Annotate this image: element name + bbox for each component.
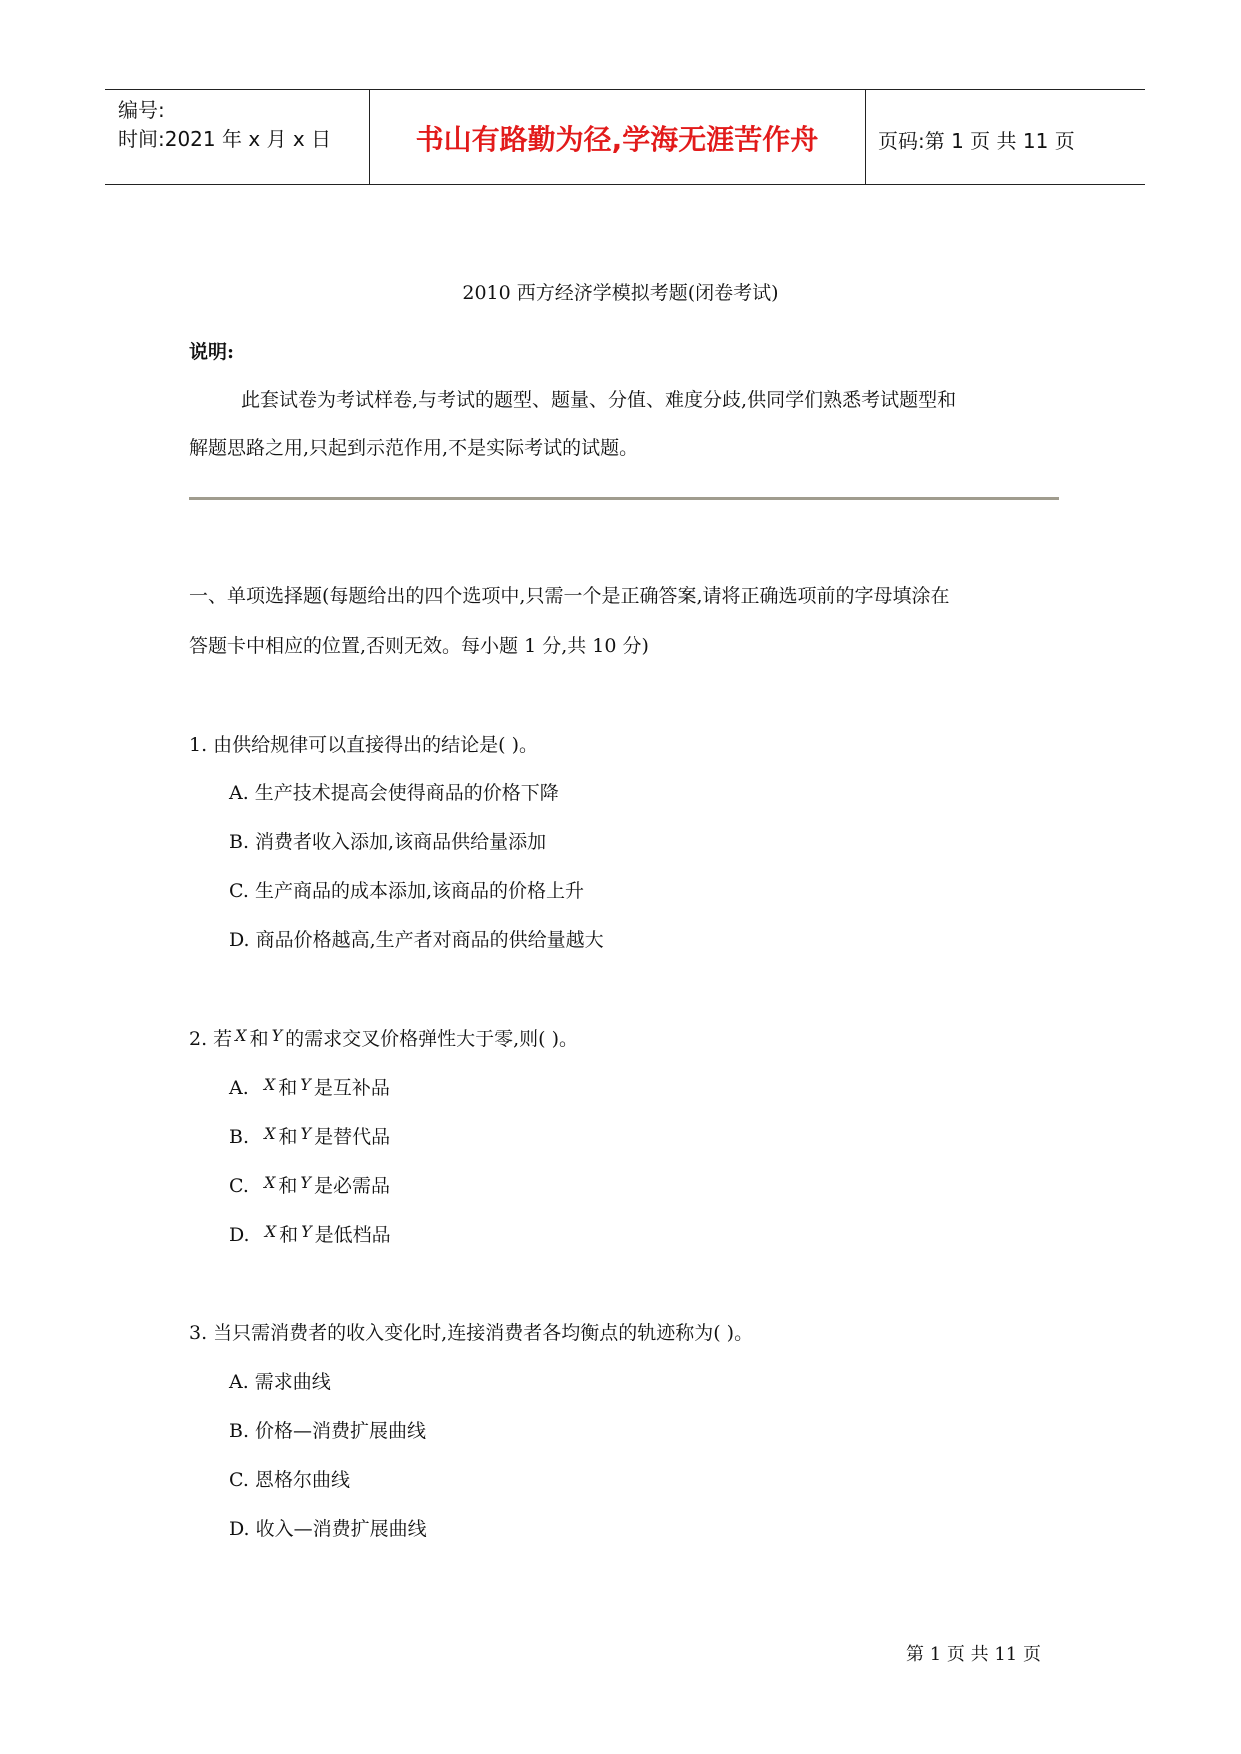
var-y: Y (271, 1026, 283, 1045)
section-heading-line-2: 答题卡中相应的位置,否则无效。每小题 1 分,共 10 分) (189, 635, 649, 657)
header-page-cell (865, 90, 1145, 184)
question-3-stem: 3. 当只需消费者的收入变化时,连接消费者各均衡点的轨迹称为( )。 (189, 1322, 754, 1344)
question-2-prefix: 2. 若 (189, 1028, 233, 1050)
note-line-1: 此套试卷为考试样卷,与考试的题型、题量、分值、难度分歧,供同学们熟悉考试题型和 (241, 389, 957, 411)
question-2-stem (189, 1024, 578, 1051)
question-3-option-d: D. 收入—消费扩展曲线 (229, 1518, 427, 1540)
and-text: 和 (249, 1028, 269, 1050)
question-1-option-c: C. 生产商品的成本添加,该商品的价格上升 (229, 880, 584, 902)
question-3-option-a: A. 需求曲线 (229, 1371, 331, 1393)
note-line-2: 解题思路之用,只起到示范作用,不是实际考试的试题。 (189, 437, 639, 459)
question-2-option-a: A. $^X$ 和 $^Y$ 是互补品 (229, 1075, 390, 1099)
var-x: X (235, 1026, 247, 1045)
time-label: 时间:2021 年 x 月 x 日 (118, 127, 332, 151)
question-3-option-c: C. 恩格尔曲线 (229, 1469, 350, 1491)
question-2-option-d: D. $^X$ 和 $^Y$ 是低档品 (229, 1222, 391, 1246)
note-label: 说明: (189, 341, 235, 363)
page-footer: 第 1 页 共 11 页 (906, 1644, 1041, 1665)
question-1-stem: 1. 由供给规律可以直接得出的结论是( )。 (189, 734, 539, 756)
section-heading-line-1: 一、单项选择题(每题给出的四个选项中,只需一个是正确答案,请将正确选项前的字母填涂在 (189, 585, 950, 607)
header-motto-cell (369, 90, 866, 184)
page-info: 页码:第 1 页 共 11 页 (878, 129, 1075, 153)
question-2-option-c: C. $^X$ 和 $^Y$ 是必需品 (229, 1173, 390, 1197)
question-1-option-b: B. 消费者收入添加,该商品供给量添加 (229, 831, 547, 853)
question-1-option-d: D. 商品价格越高,生产者对商品的供给量越大 (229, 929, 604, 951)
question-1-option-a: A. 生产技术提高会使得商品的价格下降 (229, 782, 559, 804)
header-meta-cell (105, 90, 370, 184)
question-3-option-b: B. 价格—消费扩展曲线 (229, 1420, 427, 1442)
header-table (105, 89, 1145, 185)
question-2-suffix: 的需求交叉价格弹性大于零,则( )。 (285, 1028, 579, 1050)
separator (189, 497, 1059, 500)
motto: 书山有路勤为径,学海无涯苦作舟 (415, 123, 819, 156)
doc-title: 2010 西方经济学模拟考题(闭卷考试) (462, 282, 779, 304)
serial-label: 编号: (118, 98, 165, 122)
question-2-option-b: B. $^X$ 和 $^Y$ 是替代品 (229, 1124, 391, 1148)
